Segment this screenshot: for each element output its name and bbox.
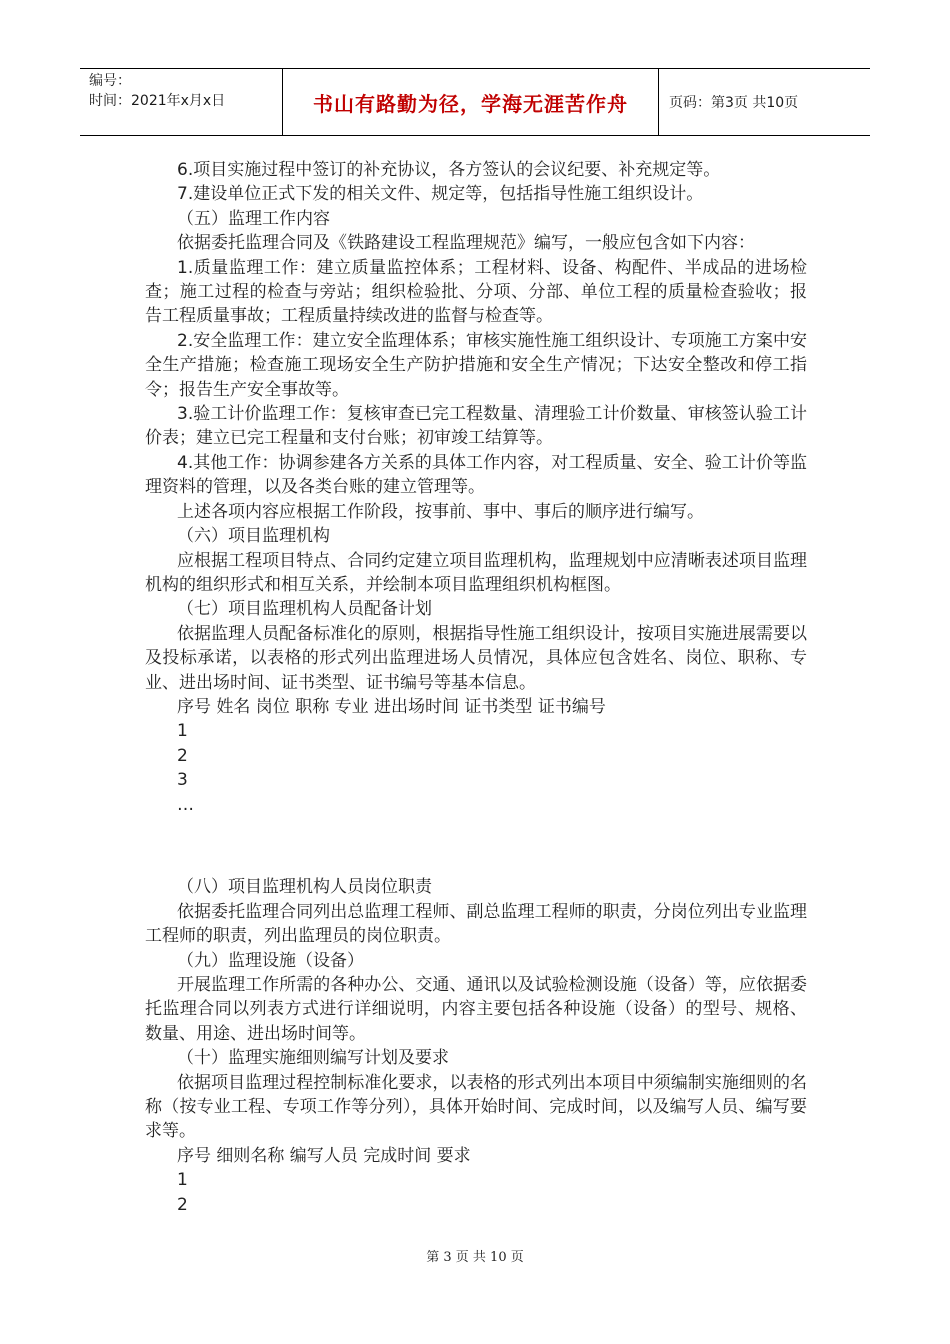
doc-time-label: 时间：2021年x月x日 [89, 93, 226, 109]
paragraph: （八）项目监理机构人员岗位职责 [177, 877, 432, 898]
paragraph: 3 [177, 770, 188, 791]
doc-number-label: 编号： [89, 73, 131, 89]
paragraph: 依据委托监理合同及《铁路建设工程监理规范》编写，一般应包含如下内容： [177, 233, 755, 254]
page-header [80, 68, 870, 136]
paragraph: 3.验工计价监理工作：复核审查已完工程数量、清理验工计价数量、审核签认验工计价表；建立已完工程量和支付台账；初审竣工结算等。 [145, 404, 807, 449]
paragraph: 7.建设单位正式下发的相关文件、规定等，包括指导性施工组织设计。 [177, 184, 704, 205]
paragraph: 上述各项内容应根据工作阶段，按事前、事中、事后的顺序进行编写。 [177, 501, 704, 522]
paragraph: 序号 姓名 岗位 职称 专业 进出场时间 证书类型 证书编号 [177, 696, 606, 717]
paragraph: 2.安全监理工作：建立安全监理体系；审核实施性施工组织设计、专项施工方案中安全生产措施；检查施工现场安全生产防护措施和安全生产情况；下达安全整改和停工指令；报告生产安全事故等。 [145, 330, 807, 400]
page-footer [0, 1246, 950, 1265]
header-page-cell [659, 69, 870, 135]
paragraph: 4.其他工作：协调参建各方关系的具体工作内容，对工程质量、安全、验工计价等监理资料的管理，以及各类台账的建立管理等。 [145, 452, 807, 498]
document-body [145, 158, 807, 1217]
paragraph: （六）项目监理机构 [177, 526, 330, 547]
paragraph: 2 [177, 745, 188, 766]
paragraph: （十）监理实施细则编写计划及要求 [177, 1048, 449, 1069]
paragraph: 应根据工程项目特点、合同约定建立项目监理机构，监理规划中应清晰表述项目监理机构的组织形式和相互关系，并绘制本项目监理组织机构框图。 [145, 550, 807, 595]
paragraph: 依据项目监理过程控制标准化要求，以表格的形式列出本项目中须编制实施细则的名称（按专业工程、专项工作等分列），具体开始时间、完成时间，以及编写人员、编写要求等。 [145, 1072, 807, 1142]
paragraph: … [177, 794, 194, 815]
header-motto: 书山有路勤为径，学海无涯苦作舟 [313, 91, 628, 116]
paragraph [145, 834, 807, 858]
paragraph: 开展监理工作所需的各种办公、交通、通讯以及试验检测设施（设备）等，应依据委托监理合同以列表方式进行详细说明，内容主要包括各种设施（设备）的型号、规格、数量、用途、进出场时间等。 [145, 974, 807, 1044]
header-motto-cell [283, 69, 659, 135]
paragraph: （七）项目监理机构人员配备计划 [177, 599, 432, 620]
paragraph: 1.质量监理工作：建立质量监控体系；工程材料、设备、构配件、半成品的进场检查；施工过程的检查与旁站；组织检验批、分项、分部、单位工程的质量检查验收；报告工程质量事故；工程质量持续改进的监督与检查等。 [145, 257, 807, 327]
paragraph: （九）监理设施（设备） [177, 950, 364, 971]
paragraph: （五）监理工作内容 [177, 208, 330, 229]
paragraph: 2 [177, 1194, 188, 1215]
footer-page-number: 第 3 页 共 10 页 [426, 1250, 524, 1265]
paragraph: 依据委托监理合同列出总监理工程师、副总监理工程师的职责，分岗位列出专业监理工程师的职责，列出监理员的岗位职责。 [145, 901, 807, 947]
paragraph: 1 [177, 1170, 188, 1191]
header-page-info: 页码：第3页 共10页 [669, 95, 799, 111]
header-meta [80, 69, 283, 135]
paragraph: 依据监理人员配备标准化的原则，根据指导性施工组织设计，按项目实施进展需要以及投标承诺，以表格的形式列出监理进场人员情况，具体应包含姓名、岗位、职称、专业、进出场时间、证书类型、证书编号等基本信息。 [145, 623, 807, 693]
paragraph: 6.项目实施过程中签订的补充协议，各方签认的会议纪要、补充规定等。 [177, 160, 721, 180]
paragraph: 序号 细则名称 编写人员 完成时间 要求 [177, 1145, 471, 1166]
paragraph: 1 [177, 721, 188, 742]
